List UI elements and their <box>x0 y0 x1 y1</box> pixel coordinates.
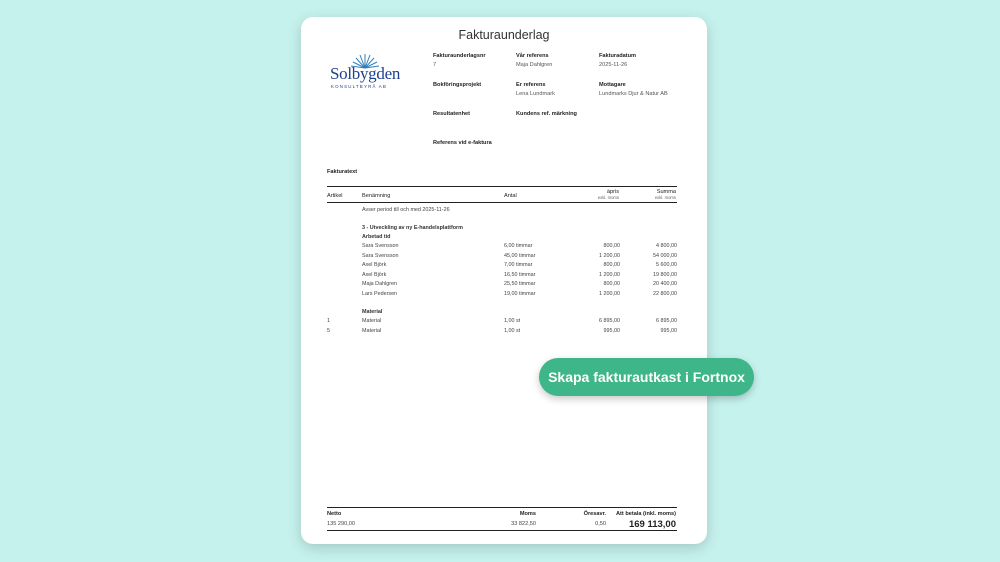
oresavr-value: 0,50 <box>595 521 606 527</box>
create-invoice-draft-button[interactable]: Skapa fakturautkast i Fortnox <box>539 358 754 396</box>
total-label: Att betala (inkl. moms) <box>616 511 676 517</box>
netto-value: 135 290,00 <box>327 521 355 527</box>
col-header-summa: Summa exkl. moms <box>654 189 676 200</box>
field-var-referens: Vår referens Maja Dahlgren <box>516 53 553 68</box>
oresavr-label: Öresavr. <box>583 511 606 517</box>
table-header-rule <box>327 202 677 203</box>
field-fakturaunderlagsnr: Fakturaunderlagsnr 7 <box>433 53 486 68</box>
table-row: 1 Material 1,00 st 6 895,00 6 895,00 <box>327 318 677 324</box>
table-row: Axel Björk 7,00 timmar 800,00 5 600,00 <box>362 262 677 268</box>
col-header-benamning: Benämning <box>362 193 391 199</box>
fakturatext-label: Fakturatext <box>327 169 358 175</box>
moms-label: Moms <box>519 511 536 517</box>
table-row: Axel Björk 16,50 timmar 1 200,00 19 800,00 <box>362 271 677 278</box>
field-er-referens: Er referens Lena Lundmark <box>516 82 555 97</box>
footer-bottom-rule <box>327 530 677 531</box>
company-logo <box>330 53 400 93</box>
netto-label: Netto <box>327 511 342 517</box>
document-title: Fakturaunderlag <box>458 28 550 42</box>
field-bokforingsprojekt: Bokföringsprojekt <box>433 82 482 88</box>
total-value: 169 113,00 <box>628 519 676 530</box>
period-row: Avser period till och med 2025-11-26 <box>362 207 450 213</box>
col-header-artikel: Artikel <box>327 193 343 199</box>
logo-wordmark: Solbygden <box>330 64 401 83</box>
invoice-document <box>301 17 707 544</box>
field-fakturadatum: Fakturadatum 2025-11-26 <box>599 53 636 68</box>
logo-tagline: KONSULTBYRÅ AB <box>331 84 388 89</box>
table-row: Lars Pedersen 19,00 timmar 1 200,00 22 800,00 <box>362 290 677 297</box>
field-resultatenhet: Resultatenhet <box>433 111 470 117</box>
footer-top-rule <box>327 507 677 508</box>
table-row: Maja Dahlgren 25,50 timmar 800,00 20 400,00 <box>362 281 677 287</box>
table-row: 5 Material 1,00 st 995,00 995,00 <box>327 327 677 334</box>
field-mottagare: Mottagare Lundmarks Djur & Natur AB <box>599 82 668 97</box>
group-title-material: Material <box>362 309 383 315</box>
field-referens-efaktura: Referens vid e-faktura <box>433 140 492 146</box>
col-header-apris: àpris exkl. moms <box>597 189 619 200</box>
table-row: Sara Svensson 45,00 timmar 1 200,00 54 000,00 <box>362 252 677 259</box>
group-title-arbetad-tid: Arbetad tid <box>362 234 391 240</box>
moms-value: 33 822,50 <box>511 521 536 527</box>
project-title-row: 3 - Utveckling av ny E-handelsplattform <box>362 225 463 231</box>
table-top-rule <box>327 186 677 187</box>
table-row: Sara Svensson 6,00 timmar 800,00 4 800,00 <box>362 243 677 249</box>
field-kundens-ref: Kundens ref. märkning <box>516 111 577 117</box>
col-header-antal: Antal <box>504 193 517 199</box>
